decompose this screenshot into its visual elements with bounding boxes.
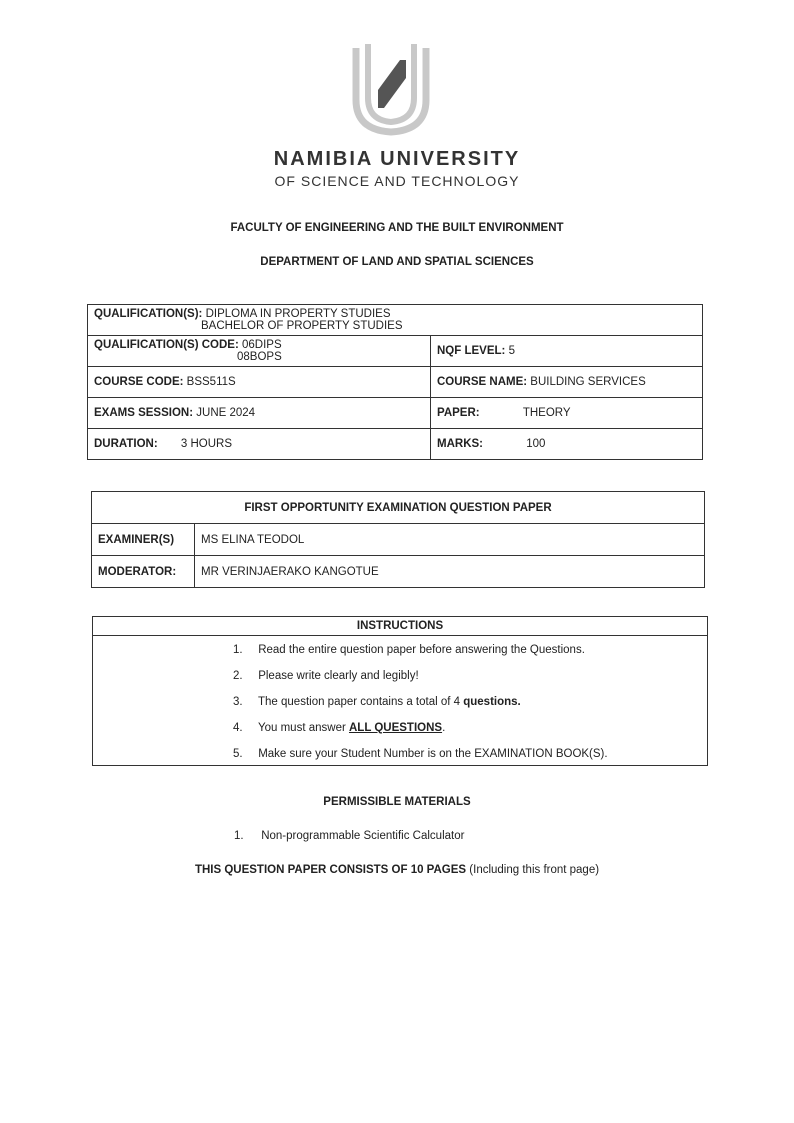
exam-title: FIRST OPPORTUNITY EXAMINATION QUESTION PAPER — [92, 492, 705, 524]
session-row — [88, 398, 703, 429]
list-item — [233, 689, 608, 715]
nqf-label: NQF LEVEL: — [437, 345, 506, 357]
session-label: EXAMS SESSION: — [94, 407, 194, 419]
moderator-label: MODERATOR: — [92, 556, 195, 588]
code-cell — [88, 336, 431, 367]
course-code-label: COURSE CODE: — [94, 376, 184, 388]
examiner-value: MS ELINA TEODOL — [195, 524, 705, 556]
instruction-text: Make sure your Student Number is on the EXAMINATION BOOK(S). — [258, 748, 608, 760]
course-name-value: BUILDING SERVICES — [530, 376, 646, 388]
session-cell — [88, 398, 431, 429]
duration-cell — [88, 429, 431, 460]
instructions-list — [233, 637, 608, 767]
instruction-text: The question paper contains a total of 4 — [258, 696, 464, 708]
instruction-text: Read the entire question paper before answering the Questions. — [258, 644, 585, 656]
qualification-row — [88, 305, 703, 336]
permissible-item — [234, 830, 464, 842]
course-row — [88, 367, 703, 398]
university-name: NAMIBIA UNIVERSITY — [273, 148, 521, 170]
marks-label: MARKS: — [437, 438, 483, 450]
paper-cell — [431, 398, 703, 429]
list-item — [233, 741, 608, 767]
faculty-title: FACULTY OF ENGINEERING AND THE BUILT ENVIRONMENT — [230, 222, 564, 234]
marks-value: 100 — [526, 438, 546, 450]
university-logo — [348, 40, 434, 136]
paper-value: THEORY — [522, 407, 571, 419]
instruction-end: . — [442, 722, 446, 734]
qualification-cell — [88, 305, 703, 336]
examiner-row — [92, 524, 705, 556]
course-name-label: COURSE NAME: — [437, 376, 528, 388]
nqf-cell — [431, 336, 703, 367]
code-row — [88, 336, 703, 367]
qualification-2: BACHELOR OF PROPERTY STUDIES — [201, 320, 403, 332]
list-item — [233, 637, 608, 663]
qualification-1: DIPLOMA IN PROPERTY STUDIES — [205, 308, 391, 320]
instruction-number: 1. — [233, 644, 243, 656]
code-1: 06DIPS — [242, 339, 282, 351]
instructions-box — [92, 616, 708, 766]
instruction-bold: questions. — [463, 696, 521, 708]
page-count-note — [0, 864, 794, 876]
instructions-title: INSTRUCTIONS — [93, 617, 707, 636]
course-code-value: BSS511S — [186, 376, 236, 388]
instruction-emphasis: ALL QUESTIONS — [348, 722, 443, 734]
list-item — [233, 663, 608, 689]
course-code-cell — [88, 367, 431, 398]
course-name-cell — [431, 367, 703, 398]
duration-value: 3 HOURS — [180, 438, 232, 450]
permissible-item-text: Non-programmable Scientific Calculator — [261, 830, 465, 842]
permissible-item-number: 1. — [234, 830, 244, 842]
instruction-text: You must answer — [258, 722, 349, 734]
instruction-number: 2. — [233, 670, 243, 682]
duration-row — [88, 429, 703, 460]
qualification-label: QUALIFICATION(S): — [94, 308, 203, 320]
code-2: 08BOPS — [237, 351, 282, 363]
list-item — [233, 715, 608, 741]
instruction-number: 3. — [233, 696, 243, 708]
examiner-label: EXAMINER(S) — [92, 524, 195, 556]
department-title: DEPARTMENT OF LAND AND SPATIAL SCIENCES — [260, 256, 534, 268]
qualification-info-table — [87, 304, 703, 460]
page-count-rest: (Including this front page) — [466, 864, 600, 876]
nqf-value: 5 — [508, 345, 515, 357]
page-count-bold: THIS QUESTION PAPER CONSISTS OF 10 PAGES — [194, 864, 467, 876]
paper-label: PAPER: — [437, 407, 480, 419]
moderator-value: MR VERINJAERAKO KANGOTUE — [195, 556, 705, 588]
moderator-row — [92, 556, 705, 588]
session-value: JUNE 2024 — [196, 407, 256, 419]
duration-label: DURATION: — [94, 438, 158, 450]
code-label: QUALIFICATION(S) CODE: — [94, 339, 239, 351]
marks-cell — [431, 429, 703, 460]
university-subtitle: OF SCIENCE AND TECHNOLOGY — [274, 173, 520, 189]
instruction-number: 5. — [233, 748, 243, 760]
exam-title-row — [92, 492, 705, 524]
permissible-materials-title: PERMISSIBLE MATERIALS — [323, 796, 471, 808]
instruction-text: Please write clearly and legibly! — [258, 670, 419, 682]
instruction-number: 4. — [233, 722, 243, 734]
examiner-table — [91, 491, 705, 588]
